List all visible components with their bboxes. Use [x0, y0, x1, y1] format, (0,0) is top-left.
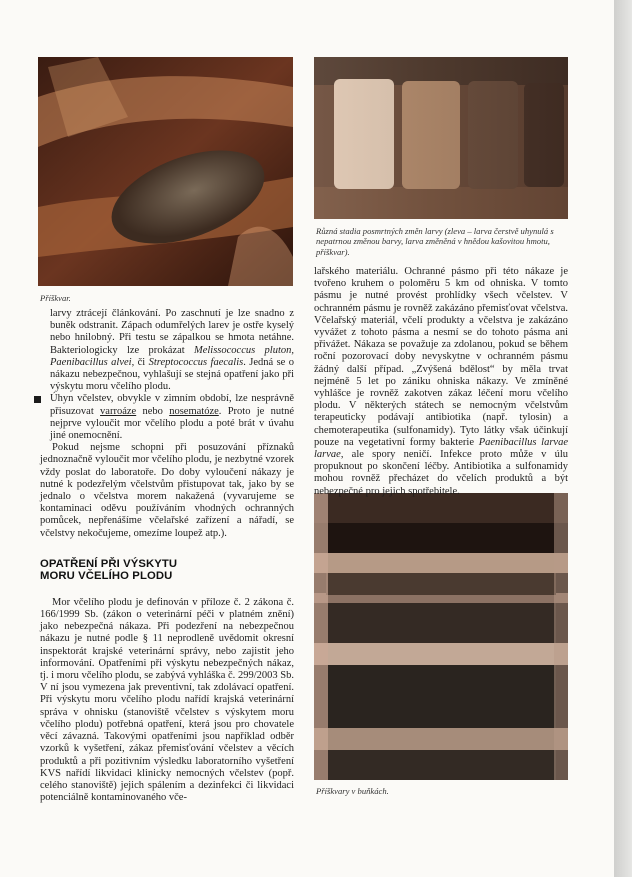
section-heading-line1: OPATŘENÍ PŘI VÝSKYTU	[40, 557, 178, 570]
caption-priskvar: Příškvar.	[40, 293, 71, 303]
caption-priskvary-v-bunkach: Příškvary v buňkách.	[316, 786, 389, 796]
paragraph-symptoms	[40, 308, 294, 393]
square-bullet-icon	[34, 396, 41, 403]
paragraph-protective-zone	[314, 266, 568, 498]
photo-priskvar-image	[38, 57, 293, 286]
paragraph-symptoms-end: . Jedná se o nákazu nebezpečnou, vyhlašují se stejná opatření jako při výskytu moru včelího plodu.	[50, 356, 295, 393]
section-heading-line2: MORU VČELÍHO PLODU	[40, 570, 173, 583]
photo-larva-stages-image	[314, 57, 568, 219]
paragraph-protective-zone-end: , ale spory neničí. Infekce proto může v úlu propuknout po skončení léčby. Antibiotika a sulfonamidy mohou rovněž přecházet do včelích produktů a být nebezpečné pro jejich spotřebitele.	[314, 449, 568, 497]
paragraph-colony-loss-conj: nebo	[136, 405, 170, 417]
paragraph-colony-loss-text: Úhyn včelstev, obvykle v zimním období, lze nesprávně přisuzovat	[50, 393, 294, 417]
paragraph-symptoms-text: larvy ztrácejí článkování. Po zaschnutí je lze snadno z buněk odstranit. Zápach odumřelých larev je ostře kyselý nebo hnilobný. Při testu se zápalkou se hmota netáhne. Bakteriologicky lze prokázat	[50, 308, 294, 356]
link-varroaza[interactable]: varroáze	[100, 405, 137, 417]
caption-larva-stages: Různá stadia posmrtných změn larvy (zleva – larva čerstvě uhynulá s nepatrnou změnou barvy, larva změněná v hnědou kašovitou hmotu, příškvar).	[316, 226, 554, 257]
paragraph-protective-zone-text: lařského materiálu. Ochranné pásmo při této nákaze je tvořeno kruhem o poloměru 5 km od ohniska. V tomto pásmu je nutné provést prohlídky všech včelstev. V ochranném pásmu je rovněž zakázáno přemisťovat včelstva. Včelařský materiál, včelí produkty a včelstva je zakázáno vyvážet z tohoto pásma a nesmí se do tohoto pásma ani přivážet. Nákaza se považuje za zdolanou, pokud se během roční pozorovací doby nevyskytne v ochranném pásmu žádný další případ. „Zvýšená bdělost“ by měla trvat nejméně 5 let po zániku ohniska nákazy. Ve zmíněné vyhlášce je rovněž zakotven zákaz léčení moru včelího plodu. V některých státech se nemocným včelstvům terapeuticky podávají antibiotika (např. tylosin) a chemoterapeutika (sulfonamidy). Tyto látky však účinkují pouze na vegetativní formy bakterie	[314, 266, 568, 448]
taxon-paenibacillus: Paenibacillus larvae larvae	[314, 436, 568, 461]
photo-priskvar	[38, 57, 293, 286]
photo-priskvary-v-bunkach-image	[314, 493, 568, 780]
left-text-column	[40, 308, 294, 804]
photo-priskvary-v-bunkach	[314, 493, 568, 780]
taxon-streptococcus: Streptococcus faecalis	[148, 356, 244, 368]
paragraph-symptoms-mid: či	[134, 356, 149, 368]
link-nosematoza[interactable]: nosematóze	[169, 405, 219, 417]
paragraph-colony-loss-end: . Proto je nutné nejprve vyloučit mor včelího plodu a poté brát v úvahu jiné onemocnění.	[50, 405, 294, 442]
section-heading	[40, 558, 294, 583]
paragraph-laboratory: Pokud nejsme schopni při posuzování příznaků jednoznačně vyloučit mor včelího plodu, je nezbytné vzorek vždy poslat do laboratoře. Do doby vyloučení nákazy je nutné k podezřelým včelstvům přistupovat tak, jako by se jednalo o včelstva morem nakažená (vyvarujeme se kontaminaci oděvu používáním vhodných ochranných pomůcek, nepřenášíme včelařské zařízení a nářadí, se včelstvy nekočujeme, omezíme loupež atp.).	[40, 442, 294, 539]
photo-larva-stages	[314, 57, 568, 219]
paragraph-colony-loss	[40, 393, 294, 442]
taxon-melissococcus: Melissococcus pluton, Paenibacillus alvei,	[50, 344, 294, 368]
paragraph-legislation: Mor včelího plodu je definován v příloze č. 2 zákona č. 166/1999 Sb. (zákon o veterinární péči v platném znění) jako nebezpečná nákaza. Při podezření na nebezpečnou nákazu je nutné podle § 11 neprodleně uvědomit okresní inspektorát krajské veterinární správy, nebo zajistit jeho informování. Opatřeními při výskytu nebezpečných nákaz, tj. i moru včelího plodu, se zabývá vyhláška č. 299/2003 Sb. V ní jsou vymezena jak preventivní, tak zdolávací opatření. Při výskytu moru včelího plodu nařídí krajská veterinární správa v ohnisku (stanoviště včelstev s výskytem moru včelího plodu) potřebná opatření, která jsou pro chovatele věcí závazná. Takovými opatřeními jsou například odběr vzorků k vyšetření, zákaz přemisťování včelstev a věcích produktů a při pozitivním výsledku laboratorního vyšetření KVS nařídí likvidaci klinicky nemocných včelstev (popř. celého stanoviště) jejich spálením a dezinfekci či likvidaci potenciálně kontaminovaného vče-	[40, 596, 294, 804]
page-edge	[614, 0, 632, 877]
right-text-column	[314, 266, 568, 498]
